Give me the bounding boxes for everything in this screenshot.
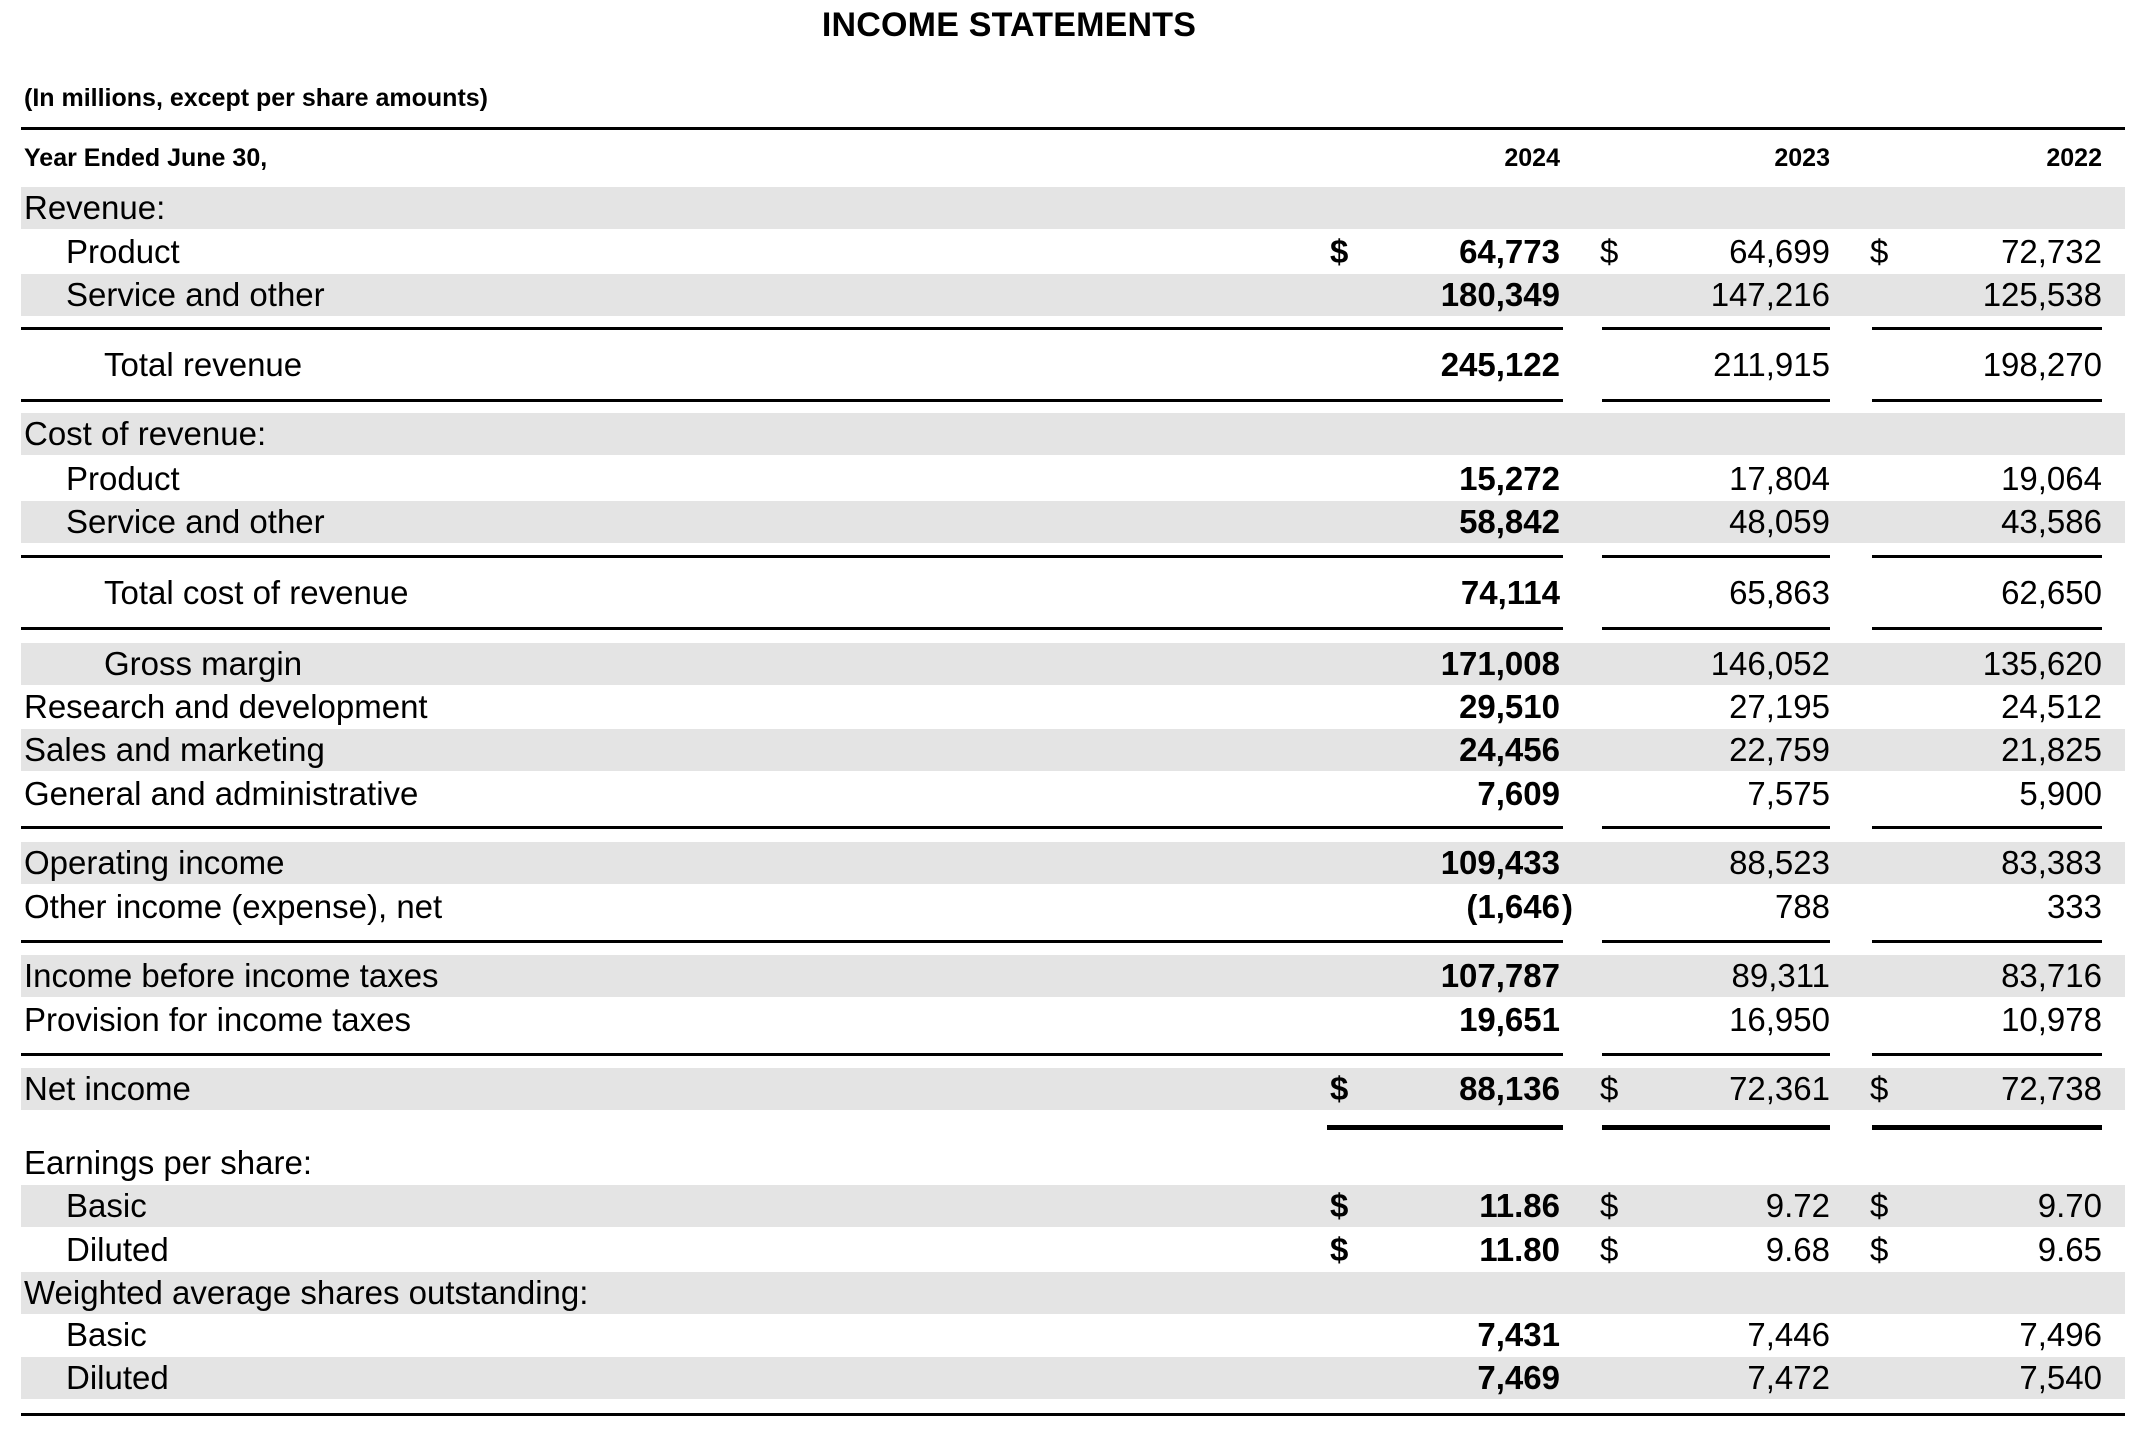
table-row bbox=[0, 773, 2140, 815]
value-2022: 72,732 bbox=[2001, 233, 2102, 270]
value-2023: 17,804 bbox=[1729, 460, 1830, 497]
value-2024: 74,114 bbox=[1460, 574, 1560, 611]
value-2022: 83,716 bbox=[2001, 957, 2102, 994]
value-2022: 21,825 bbox=[2001, 731, 2102, 768]
section-heading-cost: Cost of revenue: bbox=[24, 415, 267, 452]
subtotal-rule bbox=[1602, 1053, 1830, 1056]
value-2022: 198,270 bbox=[1982, 346, 2102, 383]
value-2023: 146,052 bbox=[1710, 645, 1830, 682]
table-row bbox=[0, 1142, 2140, 1184]
table-bottom-rule bbox=[21, 1413, 2125, 1416]
year-header-2023: 2023 bbox=[1774, 144, 1830, 172]
currency-symbol: $ bbox=[1870, 1070, 1889, 1107]
total-double-rule bbox=[1327, 1125, 1563, 1130]
currency-symbol: $ bbox=[1870, 1231, 1889, 1268]
subtotal-rule bbox=[21, 555, 1563, 558]
row-label: Total revenue bbox=[104, 346, 303, 383]
period-label: Year Ended June 30, bbox=[24, 144, 268, 172]
row-label: Income before income taxes bbox=[24, 957, 439, 994]
table-row bbox=[0, 187, 2140, 229]
subtotal-rule bbox=[1602, 327, 1830, 330]
subtotal-rule bbox=[1602, 826, 1830, 829]
row-label: Basic bbox=[66, 1187, 147, 1224]
row-label: Basic bbox=[66, 1316, 147, 1353]
year-header-2022: 2022 bbox=[2046, 144, 2102, 172]
value-2022: 5,900 bbox=[2019, 775, 2102, 812]
table-row bbox=[0, 1357, 2140, 1399]
value-2023: 89,311 bbox=[1731, 957, 1830, 994]
value-2024: 171,008 bbox=[1440, 645, 1560, 682]
row-label: Service and other bbox=[66, 503, 325, 540]
table-row bbox=[0, 274, 2140, 316]
row-label: Provision for income taxes bbox=[24, 1001, 411, 1038]
value-2022: 135,620 bbox=[1982, 645, 2102, 682]
subtotal-rule bbox=[21, 1053, 1563, 1056]
value-2023: 16,950 bbox=[1729, 1001, 1830, 1038]
value-2022: 19,064 bbox=[2001, 460, 2102, 497]
subtotal-rule bbox=[1602, 399, 1830, 402]
currency-symbol: $ bbox=[1870, 233, 1889, 270]
currency-symbol: $ bbox=[1330, 1070, 1349, 1107]
currency-symbol: $ bbox=[1600, 233, 1619, 270]
value-2022: 24,512 bbox=[2001, 688, 2102, 725]
units-note: (In millions, except per share amounts) bbox=[24, 84, 489, 112]
row-label: Other income (expense), net bbox=[24, 888, 443, 925]
row-label: Total cost of revenue bbox=[104, 574, 409, 611]
table-row bbox=[0, 572, 2140, 614]
header-top-rule bbox=[21, 127, 2125, 130]
value-2024: 7,469 bbox=[1477, 1359, 1560, 1396]
table-row bbox=[0, 344, 2140, 386]
value-2022: 72,738 bbox=[2001, 1070, 2102, 1107]
value-2024: 19,651 bbox=[1459, 1001, 1560, 1038]
total-double-rule bbox=[1872, 1125, 2102, 1130]
subtotal-rule bbox=[1872, 555, 2102, 558]
row-label: Product bbox=[66, 460, 180, 497]
table-row bbox=[0, 729, 2140, 771]
value-2023: 9.68 bbox=[1765, 1231, 1830, 1268]
table-row bbox=[0, 413, 2140, 455]
table-row bbox=[0, 231, 2140, 273]
table-row bbox=[0, 842, 2140, 884]
row-label: Net income bbox=[24, 1070, 191, 1107]
value-2023: 27,195 bbox=[1729, 688, 1830, 725]
table-row bbox=[0, 458, 2140, 500]
subtotal-rule bbox=[1872, 940, 2102, 943]
value-2023: 22,759 bbox=[1729, 731, 1830, 768]
value-2023: 7,446 bbox=[1747, 1316, 1830, 1353]
table-row bbox=[0, 1314, 2140, 1356]
row-label: Diluted bbox=[66, 1231, 169, 1268]
total-double-rule bbox=[1602, 1125, 1830, 1130]
value-2023: 7,575 bbox=[1747, 775, 1830, 812]
subtotal-rule bbox=[1602, 940, 1830, 943]
value-2022: 62,650 bbox=[2001, 574, 2102, 611]
subtotal-rule bbox=[1872, 627, 2102, 630]
table-row bbox=[0, 999, 2140, 1041]
value-2024: 7,609 bbox=[1477, 775, 1560, 812]
value-2023: 88,523 bbox=[1729, 844, 1830, 881]
table-row bbox=[0, 1068, 2140, 1110]
table-row bbox=[0, 643, 2140, 685]
table-row bbox=[0, 886, 2140, 928]
value-2024: 11.80 bbox=[1479, 1231, 1560, 1268]
value-2024: 7,431 bbox=[1477, 1316, 1560, 1353]
value-2023: 64,699 bbox=[1729, 233, 1830, 270]
value-2022: 10,978 bbox=[2001, 1001, 2102, 1038]
subtotal-rule bbox=[21, 399, 1563, 402]
value-2023: 788 bbox=[1774, 888, 1830, 925]
value-2022: 83,383 bbox=[2001, 844, 2102, 881]
row-label: Research and development bbox=[24, 688, 428, 725]
currency-symbol: $ bbox=[1330, 233, 1349, 270]
row-label: Operating income bbox=[24, 844, 285, 881]
subtotal-rule bbox=[1872, 826, 2102, 829]
currency-symbol: $ bbox=[1330, 1187, 1349, 1224]
value-2024: (1,646 bbox=[1466, 888, 1560, 925]
row-label: Diluted bbox=[66, 1359, 169, 1396]
year-header-2024: 2024 bbox=[1504, 144, 1560, 172]
section-heading-revenue: Revenue: bbox=[24, 189, 166, 226]
value-2024: 64,773 bbox=[1459, 233, 1560, 270]
section-heading-eps: Earnings per share: bbox=[24, 1144, 312, 1181]
value-2023: 65,863 bbox=[1729, 574, 1830, 611]
value-2022: 9.65 bbox=[2037, 1231, 2102, 1268]
value-2022: 125,538 bbox=[1982, 276, 2102, 313]
table-row bbox=[0, 1229, 2140, 1271]
value-2024: 11.86 bbox=[1479, 1187, 1560, 1224]
value-2023: 48,059 bbox=[1729, 503, 1830, 540]
value-2024: 88,136 bbox=[1459, 1070, 1560, 1107]
subtotal-rule bbox=[1872, 399, 2102, 402]
row-label: Sales and marketing bbox=[24, 731, 325, 768]
value-2024: 109,433 bbox=[1440, 844, 1560, 881]
subtotal-rule bbox=[1872, 327, 2102, 330]
value-2024: 29,510 bbox=[1459, 688, 1560, 725]
subtotal-rule bbox=[21, 627, 1563, 630]
value-2024: 245,122 bbox=[1440, 346, 1560, 383]
table-row bbox=[0, 501, 2140, 543]
value-2024: 15,272 bbox=[1459, 460, 1560, 497]
negative-paren: ) bbox=[1562, 888, 1573, 925]
subtotal-rule bbox=[1872, 1053, 2102, 1056]
value-2022: 333 bbox=[2046, 888, 2102, 925]
value-2023: 147,216 bbox=[1710, 276, 1830, 313]
value-2023: 211,915 bbox=[1713, 346, 1830, 383]
value-2023: 9.72 bbox=[1765, 1187, 1830, 1224]
table-row bbox=[0, 686, 2140, 728]
row-label: General and administrative bbox=[24, 775, 419, 812]
value-2024: 24,456 bbox=[1459, 731, 1560, 768]
row-label: Service and other bbox=[66, 276, 325, 313]
row-label: Product bbox=[66, 233, 180, 270]
currency-symbol: $ bbox=[1600, 1070, 1619, 1107]
table-row bbox=[0, 1185, 2140, 1227]
value-2023: 72,361 bbox=[1729, 1070, 1830, 1107]
value-2024: 180,349 bbox=[1440, 276, 1560, 313]
value-2024: 107,787 bbox=[1440, 957, 1560, 994]
value-2022: 7,540 bbox=[2019, 1359, 2102, 1396]
value-2022: 9.70 bbox=[2037, 1187, 2102, 1224]
currency-symbol: $ bbox=[1600, 1187, 1619, 1224]
subtotal-rule bbox=[21, 826, 1563, 829]
value-2022: 43,586 bbox=[2001, 503, 2102, 540]
table-row bbox=[0, 1272, 2140, 1314]
subtotal-rule bbox=[21, 327, 1563, 330]
subtotal-rule bbox=[21, 940, 1563, 943]
subtotal-rule bbox=[1602, 555, 1830, 558]
value-2023: 7,472 bbox=[1747, 1359, 1830, 1396]
subtotal-rule bbox=[1602, 627, 1830, 630]
section-heading-shares: Weighted average shares outstanding: bbox=[24, 1274, 589, 1311]
table-row bbox=[0, 955, 2140, 997]
currency-symbol: $ bbox=[1330, 1231, 1349, 1268]
value-2022: 7,496 bbox=[2019, 1316, 2102, 1353]
currency-symbol: $ bbox=[1600, 1231, 1619, 1268]
statement-title: INCOME STATEMENTS bbox=[821, 6, 1197, 44]
currency-symbol: $ bbox=[1870, 1187, 1889, 1224]
value-2024: 58,842 bbox=[1459, 503, 1560, 540]
row-label: Gross margin bbox=[104, 645, 303, 682]
